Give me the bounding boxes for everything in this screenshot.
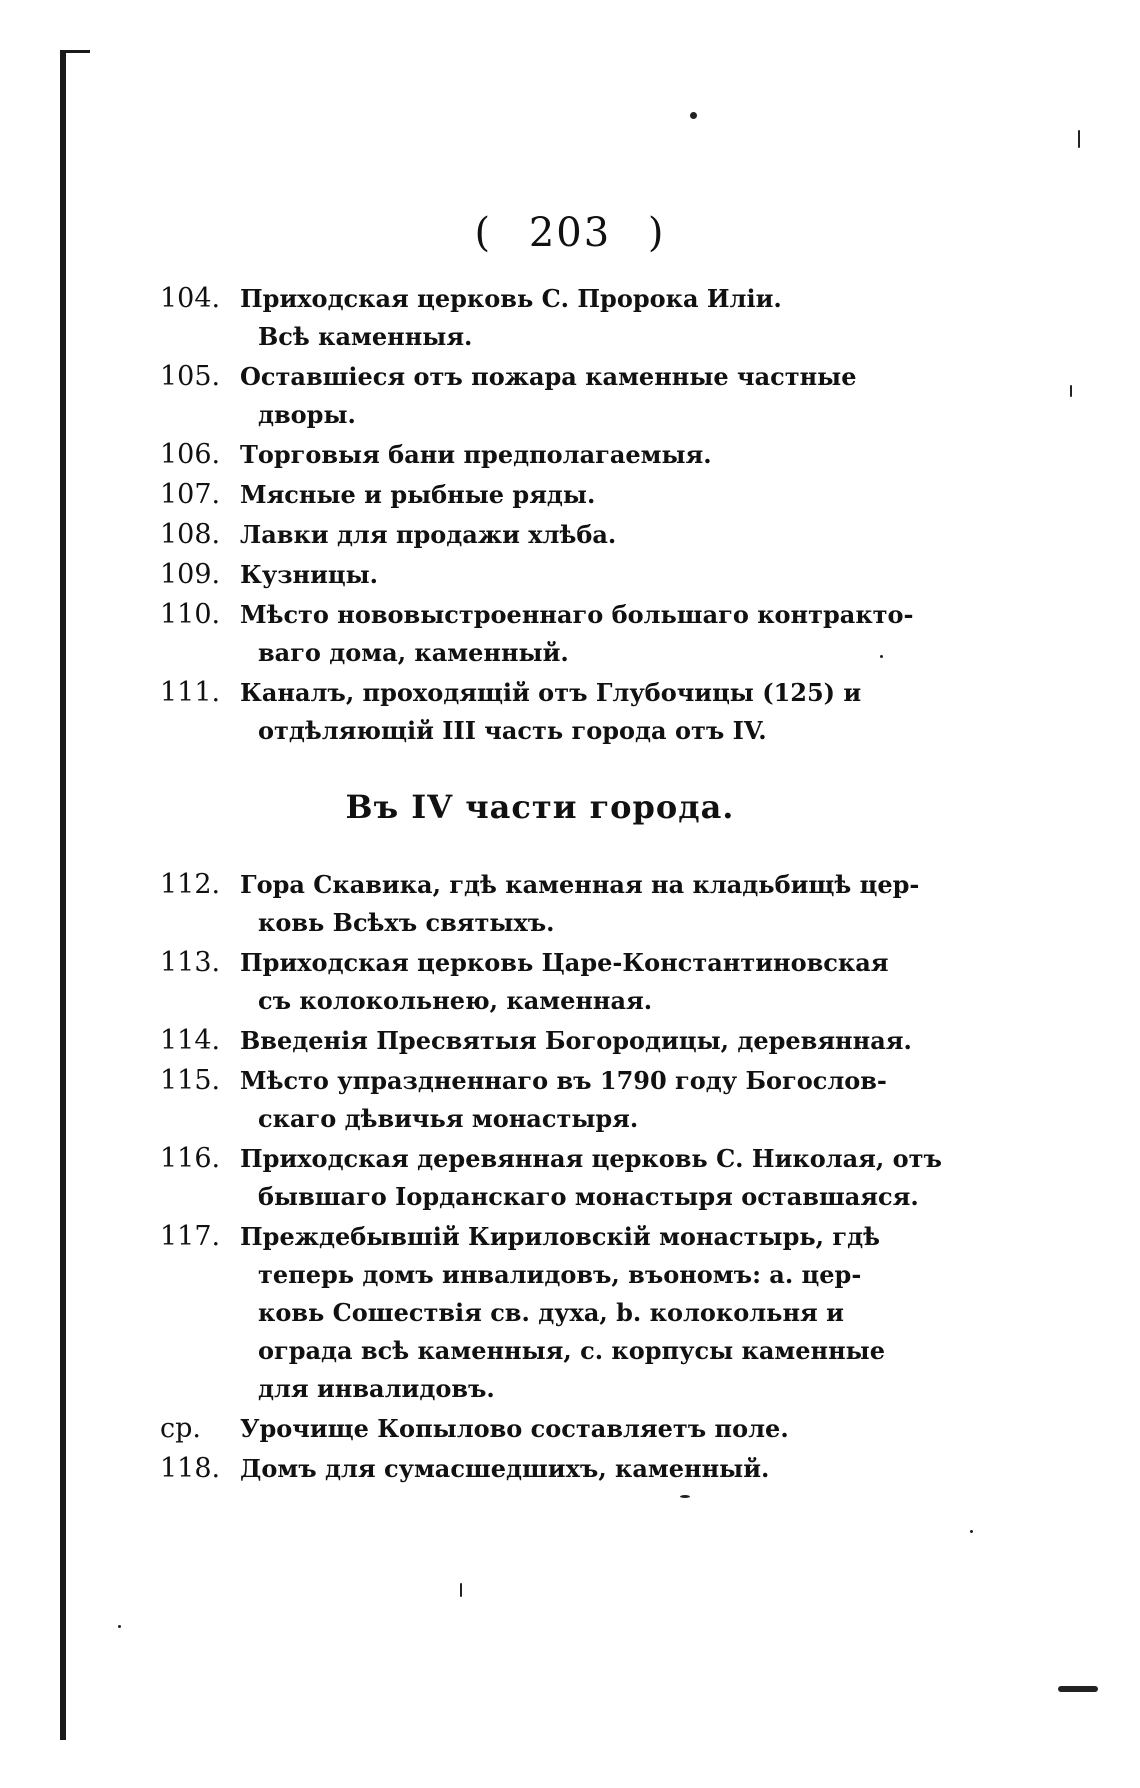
page-number xyxy=(0,210,1140,256)
list-item xyxy=(160,944,920,1020)
entry-line: дворы. xyxy=(258,400,356,429)
entry-text xyxy=(240,1218,920,1408)
page-number-close-paren: ) xyxy=(647,210,666,256)
entry-number: 116. xyxy=(160,1143,221,1174)
entries-part-3 xyxy=(160,280,920,750)
list-item xyxy=(160,1450,920,1488)
entry-line: Мѣсто упраздненнаго въ 1790 году Богослов- xyxy=(240,1066,887,1095)
page-left-border xyxy=(60,50,66,1740)
scan-speck xyxy=(1058,1686,1098,1692)
entry-line: скаго дѣвичья монастыря. xyxy=(258,1104,639,1133)
entry-line: Приходская деревянная церковь С. Николая, отъ xyxy=(240,1144,942,1173)
entry-line: Приходская церковь Царе-Константиновская xyxy=(240,948,889,977)
entry-text xyxy=(240,436,920,474)
entry-number: 107. xyxy=(160,479,221,510)
entry-number: 106. xyxy=(160,439,221,470)
entry-line: ограда всѣ каменныя, c. корпусы каменные xyxy=(258,1336,885,1365)
list-item xyxy=(160,1410,920,1448)
list-item xyxy=(160,596,920,672)
entry-line: Каналъ, проходящiй отъ Глубочицы (125) и xyxy=(240,678,862,707)
list-item xyxy=(160,1022,920,1060)
entry-text xyxy=(240,1450,920,1488)
entry-text xyxy=(240,516,920,554)
list-item xyxy=(160,866,920,942)
entry-line: Всѣ каменныя. xyxy=(258,322,473,351)
scan-speck xyxy=(1070,385,1072,397)
entry-text xyxy=(240,674,920,750)
entry-line: Введенiя Пресвятыя Богородицы, деревянная. xyxy=(240,1026,912,1055)
page-number-value: 203 xyxy=(528,210,612,256)
entry-line: ковь Всѣхъ святыхъ. xyxy=(258,908,555,937)
entry-line: Приходская церковь С. Пророка Илiи. xyxy=(240,284,782,313)
entry-line: Мясные и рыбные ряды. xyxy=(240,480,596,509)
entry-number: 109. xyxy=(160,559,221,590)
scan-speck xyxy=(690,112,697,119)
entries-part-4 xyxy=(160,866,942,1488)
scan-speck xyxy=(460,1583,462,1597)
list-item xyxy=(160,358,920,434)
entry-text xyxy=(240,1410,920,1448)
list-item xyxy=(160,1218,920,1408)
entry-line: ваго дома, каменный. xyxy=(258,638,569,667)
entry-line: бывшаго Iорданскаго монастыря оставшаяся. xyxy=(258,1182,919,1211)
entry-number: 115. xyxy=(160,1065,221,1096)
entry-text xyxy=(240,358,920,434)
entry-line: теперь домъ инвалидовъ, въономъ: a. цер- xyxy=(258,1260,862,1289)
entry-line: ковь Сошествiя св. духа, b. колокольня и xyxy=(258,1298,844,1327)
entry-text xyxy=(240,476,920,514)
entry-line: Кузницы. xyxy=(240,560,379,589)
entry-line: для инвалидовъ. xyxy=(258,1374,495,1403)
entry-text xyxy=(240,1140,942,1216)
scan-speck xyxy=(118,1625,121,1628)
list-item xyxy=(160,516,920,554)
scan-speck xyxy=(970,1530,973,1533)
entry-text xyxy=(240,866,920,942)
entry-line: Домъ для сумасшедшихъ, каменный. xyxy=(240,1454,770,1483)
entry-number: 118. xyxy=(160,1453,221,1484)
page-number-open-paren: ( xyxy=(474,210,493,256)
entry-list xyxy=(160,280,942,1490)
list-item xyxy=(160,1062,920,1138)
entry-number: 104. xyxy=(160,283,221,314)
list-item xyxy=(160,556,920,594)
entry-line: Лавки для продажи хлѣба. xyxy=(240,520,617,549)
entry-line: Урочище Копылово составляетъ поле. xyxy=(240,1414,789,1443)
entry-number: 112. xyxy=(160,869,221,900)
scan-speck xyxy=(1078,130,1080,148)
list-item xyxy=(160,280,920,356)
list-item xyxy=(160,674,920,750)
entry-number: 108. xyxy=(160,519,221,550)
entry-text xyxy=(240,944,920,1020)
entry-text xyxy=(240,556,920,594)
scan-speck xyxy=(680,1495,690,1498)
entry-line: Торговыя бани предполагаемыя. xyxy=(240,440,712,469)
entry-number: cp. xyxy=(160,1413,201,1444)
entry-text xyxy=(240,1062,920,1138)
section-heading: Въ IV части города. xyxy=(345,788,735,826)
entry-text xyxy=(240,596,920,672)
entry-line: съ колокольнею, каменная. xyxy=(258,986,653,1015)
entry-text xyxy=(240,280,920,356)
entry-line: отдѣляющiй III часть города отъ IV. xyxy=(258,716,767,745)
entry-number: 117. xyxy=(160,1221,221,1252)
list-item xyxy=(160,436,920,474)
entry-number: 110. xyxy=(160,599,221,630)
entry-line: Оставшiеся отъ пожара каменные частные xyxy=(240,362,857,391)
page-left-border-top xyxy=(60,50,90,53)
entry-line: Мѣсто нововыстроеннаго большаго контракто- xyxy=(240,600,914,629)
list-item xyxy=(160,1140,942,1216)
entry-number: 111. xyxy=(160,677,221,708)
entry-line: Гора Скавика, гдѣ каменная на кладьбищѣ цер- xyxy=(240,870,920,899)
entry-number: 105. xyxy=(160,361,221,392)
entry-number: 114. xyxy=(160,1025,221,1056)
list-item xyxy=(160,476,920,514)
entry-number: 113. xyxy=(160,947,221,978)
entry-line: Преждебывшiй Кириловскiй монастырь, гдѣ xyxy=(240,1222,880,1251)
entry-text xyxy=(240,1022,920,1060)
